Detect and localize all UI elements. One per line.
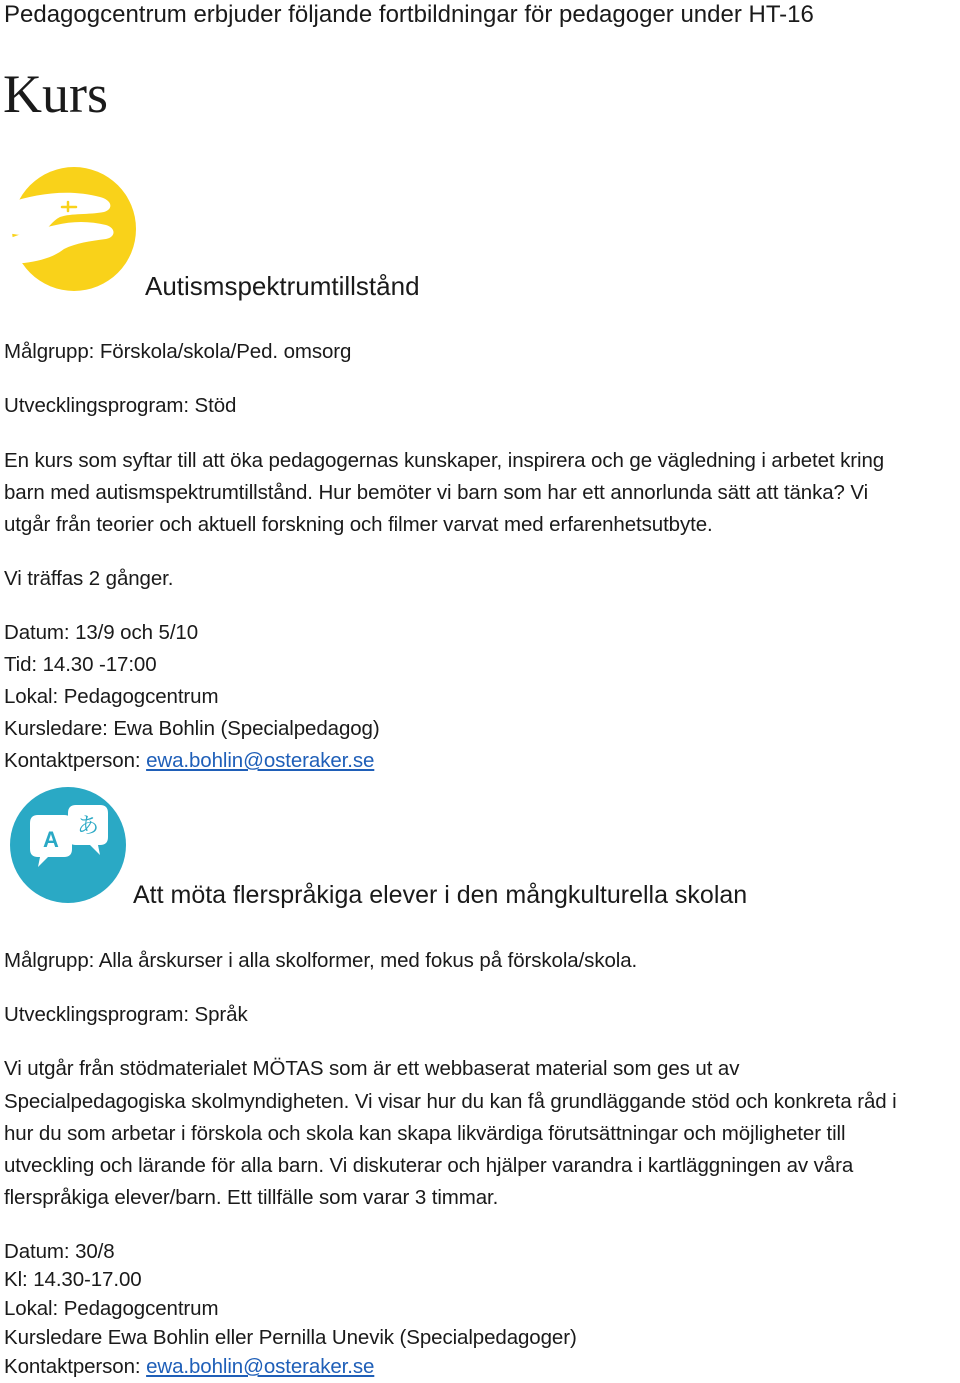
location-info: Lokal: Pedagogcentrum [4, 1297, 219, 1320]
target-group: Målgrupp: Förskola/skola/Ped. omsorg [4, 340, 352, 363]
contact-email-link[interactable]: ewa.bohlin@osteraker.se [146, 749, 375, 772]
icon-letter-a: A [43, 827, 59, 852]
date-info: Datum: 13/9 och 5/10 [4, 621, 199, 644]
contact-info [4, 1355, 374, 1379]
description-line: barn med autismspektrumtillstånd. Hur bemöter vi barn som har ett annorlunda sätt att tänka? Vi [4, 481, 869, 504]
description-line: utveckling och lärande för alla barn. Vi diskuterar och hjälper varandra i kartläggningen av våra [4, 1154, 854, 1177]
location-info: Lokal: Pedagogcentrum [4, 685, 219, 708]
description-line: Vi utgår från stödmaterialet MÖTAS som är ett webbaserat material som ges ut av [4, 1057, 740, 1080]
leader-info: Kursledare: Ewa Bohlin (Specialpedagog) [4, 717, 380, 740]
language-speech-bubbles-icon [8, 785, 128, 905]
section-heading: Kurs [3, 64, 108, 124]
contact-info [4, 749, 374, 773]
development-program: Utvecklingsprogram: Stöd [4, 394, 237, 417]
target-group: Målgrupp: Alla årskurser i alla skolformer, med fokus på förskola/skola. [4, 949, 638, 972]
description-line: flerspråkiga elever/barn. Ett tillfälle som varar 3 timmar. [4, 1186, 499, 1209]
time-info: Tid: 14.30 -17:00 [4, 653, 157, 676]
date-info: Datum: 30/8 [4, 1240, 115, 1263]
contact-label: Kontaktperson: [4, 1355, 147, 1378]
development-program: Utvecklingsprogram: Språk [4, 1003, 248, 1026]
course-title: Autismspektrumtillstånd [145, 271, 420, 301]
contact-label: Kontaktperson: [4, 749, 147, 772]
meetings-info: Vi träffas 2 gånger. [4, 567, 174, 590]
description-line: hur du som arbetar i förskola och skola kan skapa likvärdiga förutsättningar och möjligheter till [4, 1122, 846, 1145]
course-title: Att möta flerspråkiga elever i den mångkulturella skolan [133, 881, 748, 909]
hands-logo-icon [8, 163, 140, 295]
icon-letter-hiragana: あ [76, 814, 100, 839]
page-title: Pedagogcentrum erbjuder följande fortbildningar för pedagoger under HT-16 [4, 1, 814, 28]
leader-info: Kursledare Ewa Bohlin eller Pernilla Unevik (Specialpedagoger) [4, 1326, 577, 1349]
description-line: En kurs som syftar till att öka pedagogernas kunskaper, inspirera och ge vägledning i arbetet kring [4, 449, 885, 472]
description-line: Specialpedagogiska skolmyndigheten. Vi visar hur du kan få grundläggande stöd och konkreta råd i [4, 1090, 897, 1113]
description-line: utgår från teorier och aktuell forskning och filmer varvat med erfarenhetsutbyte. [4, 513, 713, 536]
contact-email-link[interactable]: ewa.bohlin@osteraker.se [146, 1355, 375, 1378]
time-info: Kl: 14.30-17.00 [4, 1268, 142, 1291]
